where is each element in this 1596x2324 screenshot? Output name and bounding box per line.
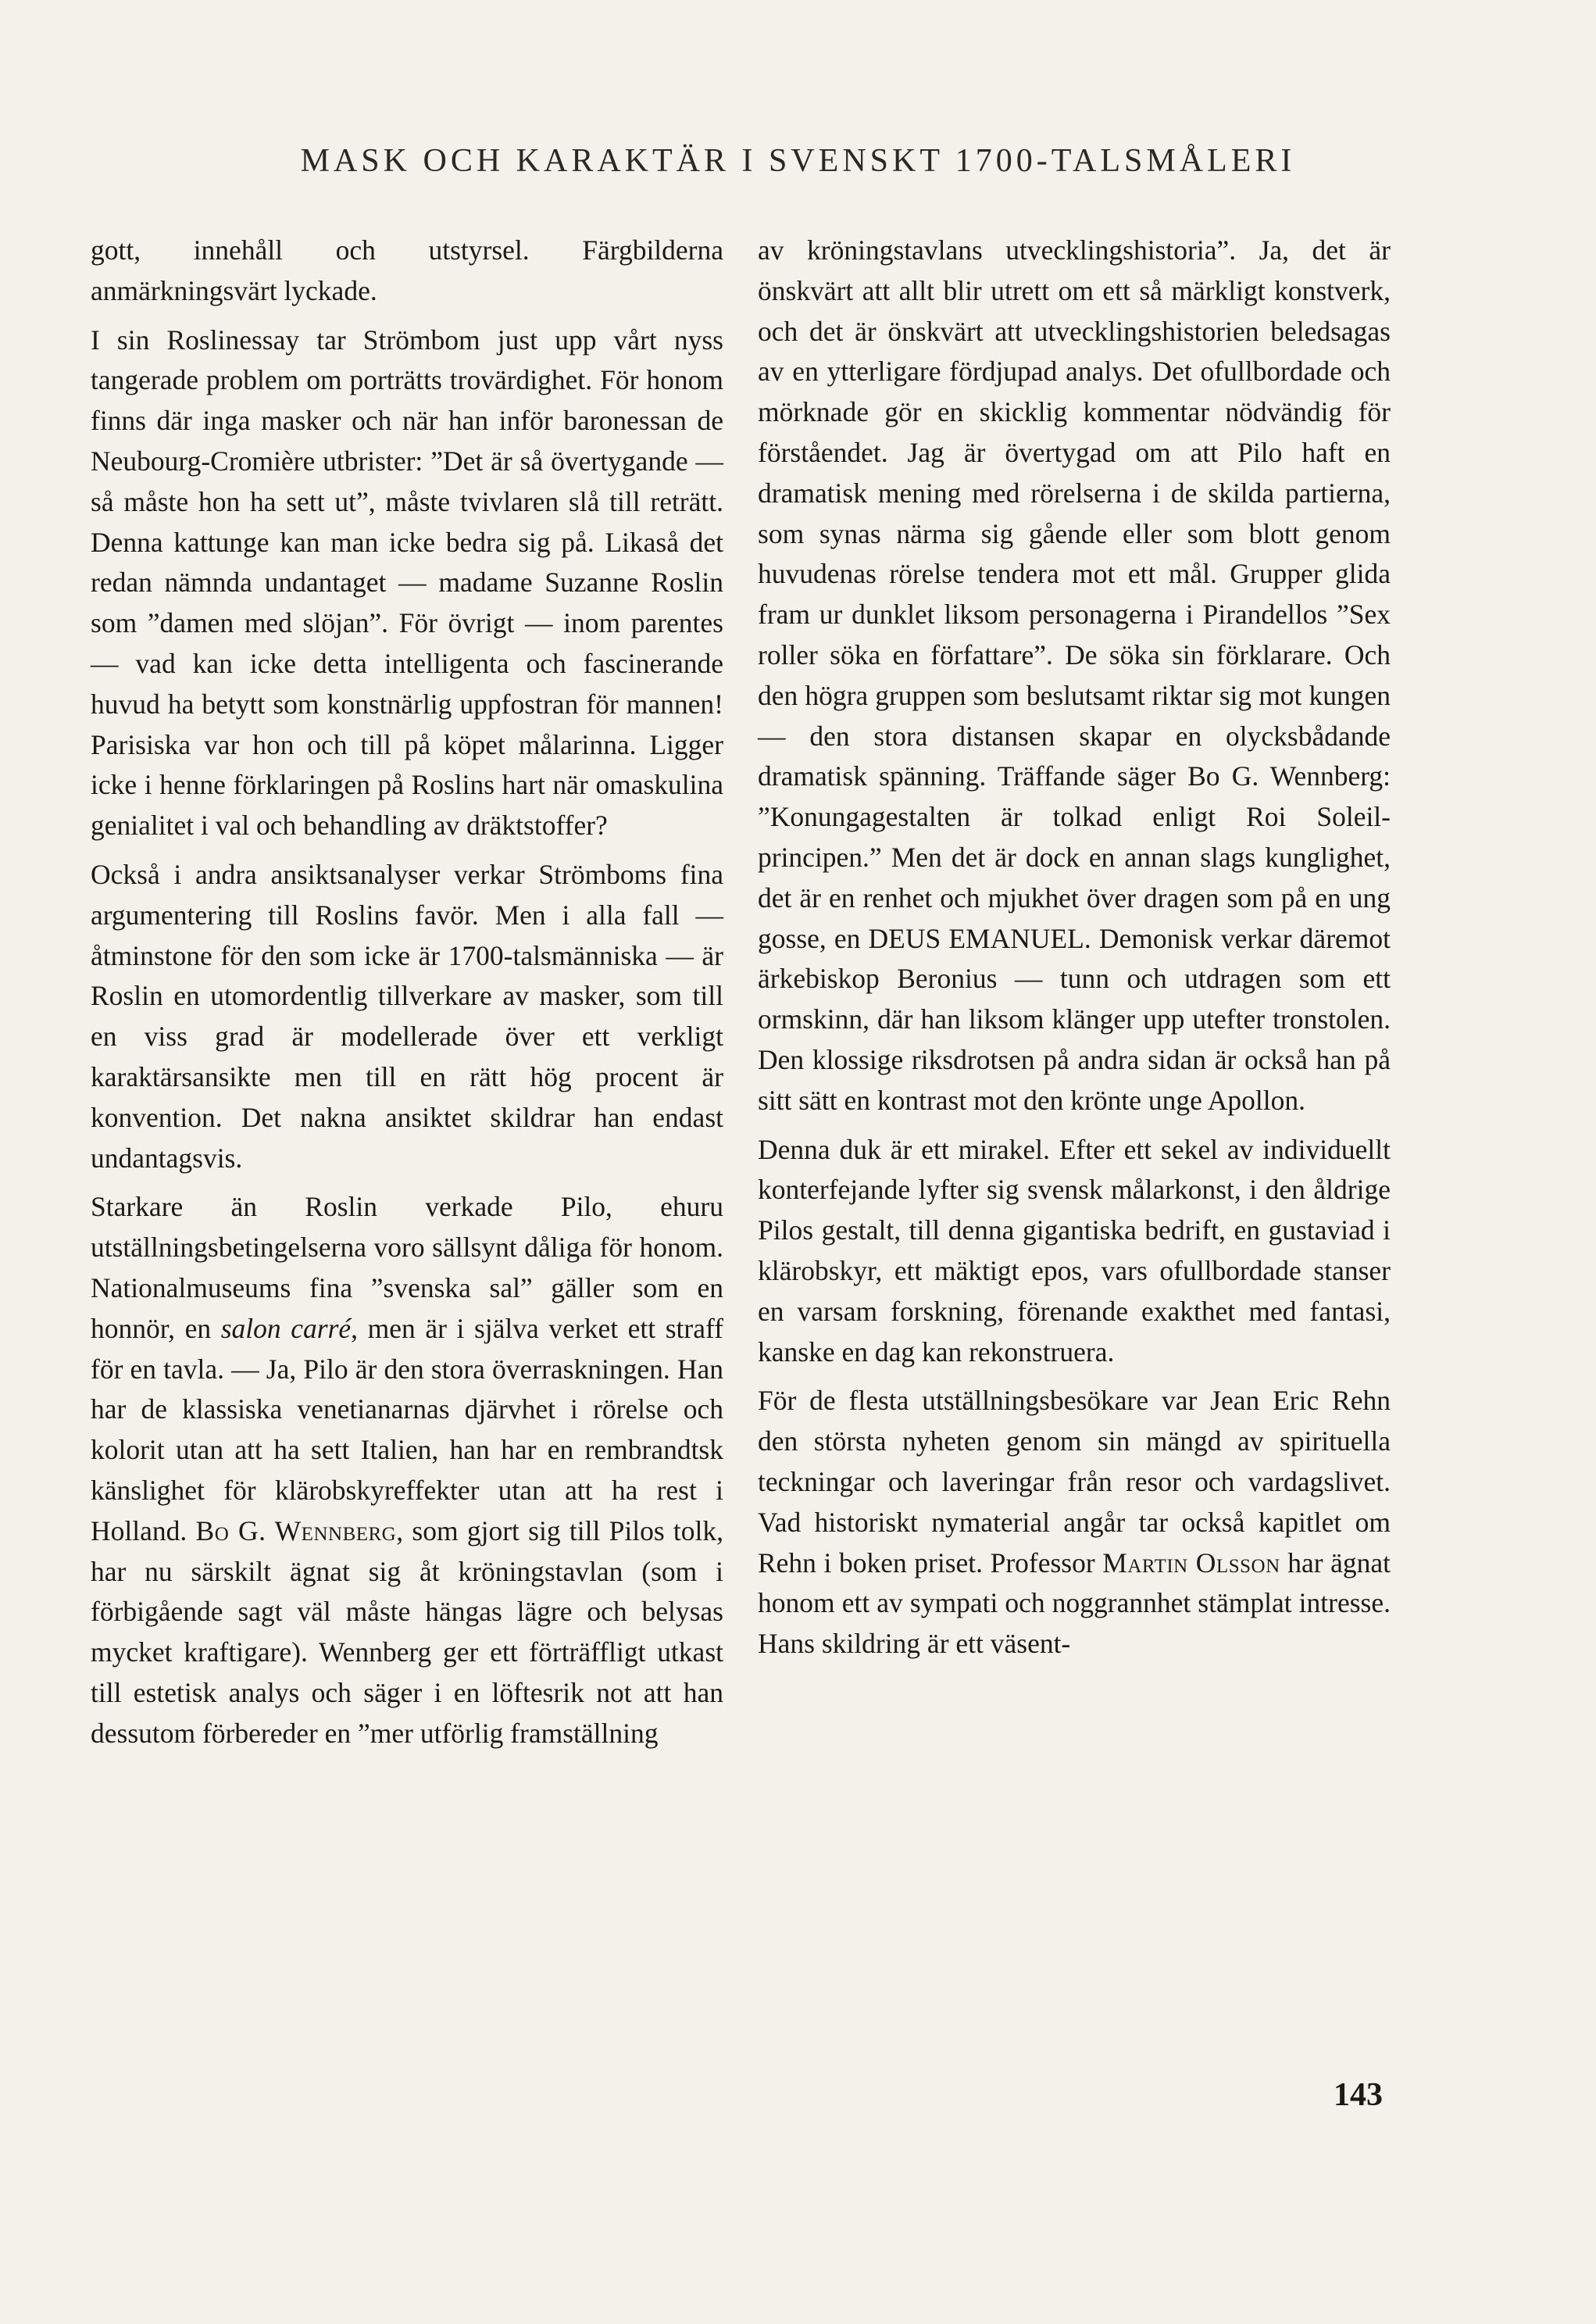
author-name: Martin Olsson (1102, 1546, 1280, 1579)
running-head: MASK OCH KARAKTÄR I SVENSKT 1700-TALSMÅLERI (300, 143, 1296, 179)
paragraph: I sin Roslinessay tar Strömbom just upp vårt nyss tangerade problem om porträtts trovärdighet. För honom finns där inga masker och när han inför baronessan de Neubourg-Cromière utbrister: ”Det är så övertygande — så måste hon ha sett ut”, måste tvivlaren slå till reträtt. Denna kattunge kan man icke bedra sig på. Likaså det redan nämnda undantaget — madame Suzanne Roslin som ”damen med slöjan”. För övrigt — inom parentes — vad kan icke detta intelligenta och fascinerande huvud ha betytt som konstnärlig uppfostran för mannen! Parisiska var hon och till på köpet målarinna. Ligger icke i henne förklaringen på Roslins hart när omaskulina genialitet i val och behandling av dräktstoffer? (91, 324, 723, 842)
author-name: Bo G. Wennberg (195, 1514, 397, 1546)
text-run: Starkare än Roslin verkade Pilo, ehuru utställningsbetingelserna voro sällsynt dåliga för honom. Nationalmuseums fina ”svenska sal” gäller som en honnör, en (91, 1191, 723, 1344)
left-column (91, 231, 723, 1762)
paragraph: Också i andra ansiktsanalyser verkar Strömboms fina argumentering till Roslins favör. Men i alla fall — åtminstone för den som icke är 1700-talsmänniska — är Roslin en utomordentlig tillverkare av masker, som till en viss grad är modellerade över ett verkligt karaktärsansikte men till en rätt hög procent är konvention. Det nakna ansiktet skildrar han endast undantagsvis. (91, 858, 723, 1174)
paragraph (758, 1381, 1391, 1664)
text-run: , som gjort sig till Pilos tolk, har nu särskilt ägnat sig åt kröningstavlan (som i förbigående sagt väl måste hängas lägre och belysas mycket kraftigare). Wennberg ger ett förträffligt utkast till estetisk analys och säger i en löftesrik not att han dessutom förbereder en ”mer utförlig framställning (91, 1514, 724, 1749)
paragraph: gott, innehåll och utstyrsel. Färgbilderna anmärkningsvärt lyckade. (91, 234, 723, 306)
paragraph: av kröningstavlans utvecklingshistoria”. Ja, det är önskvärt att allt blir utrett om ett så märkligt konstverk, och det är önskvärt att utvecklingshistorien beledsagas av en ytterligare fördjupad analys. Det ofullbordade och mörknade gör en skicklig kommentar nödvändig för förståendet. Jag är övertygad om att Pilo haft en dramatisk mening med rörelserna i de skilda partierna, som synas närma sig gående eller som blott genom huvudenas rörelse tendera mot ett mål. Grupper glida fram ur dunklet liksom personagerna i Pirandellos ”Sex roller söka en författare”. De söka sin förklarare. Och den högra gruppen som beslutsamt riktar sig mot kungen — den stora distansen skapar en olycksbådande dramatisk spänning. Träffande säger Bo G. Wennberg: ”Konungagestalten är tolkad enligt Roi Soleil-principen.” Men det är dock en annan slags kunglighet, det är en renhet och mjukhet över dragen som på en ung gosse, en DEUS EMANUEL. Demonisk verkar däremot ärkebiskop Beronius — tunn och utdragen som ett ormskinn, där han liksom klänger upp utefter tronstolen. Den klossige riksdrotsen på andra sidan är också han på sitt sätt en kontrast mot den krönte unge Apollon. (758, 234, 1391, 1116)
paragraph: Denna duk är ett mirakel. Efter ett sekel av individuellt konterfejande lyfter sig svensk målarkonst, i den åldrige Pilos gestalt, till denna gigantiska bedrift, en gustaviad i klärobskyr, ett mäktigt epos, vars ofullbordade stanser en varsam forskning, förenande exakthet med fantasi, kanske en dag kan rekonstruera. (758, 1133, 1391, 1368)
paragraph (91, 1187, 723, 1754)
italic-term: salon carré (220, 1312, 352, 1344)
text-run: För de flesta utställningsbesökare var Jean Eric Rehn den största nyheten genom sin mängd av spirituella teckningar och laveringar från resor och vardagslivet. Vad historiskt nymaterial angår tar också kapitlet om Rehn i boken priset. Professor (758, 1385, 1391, 1579)
text-run: har ägnat honom ett av sympati och noggrannhet stämplat intresse. Hans skildring är ett väsent- (758, 1546, 1391, 1660)
text-run: , men är i själva verket ett straff för en tavla. — Ja, Pilo är den stora överraskningen. Han har de klassiska venetianarnas djärvhet i rörelse och kolorit utan att ha sett Italien, han har en rembrandtsk känslighet för klärobskyreffekter utan att ha rest i Holland. (91, 1312, 723, 1546)
page-number: 143 (1334, 2077, 1383, 2113)
right-column (758, 231, 1391, 1673)
